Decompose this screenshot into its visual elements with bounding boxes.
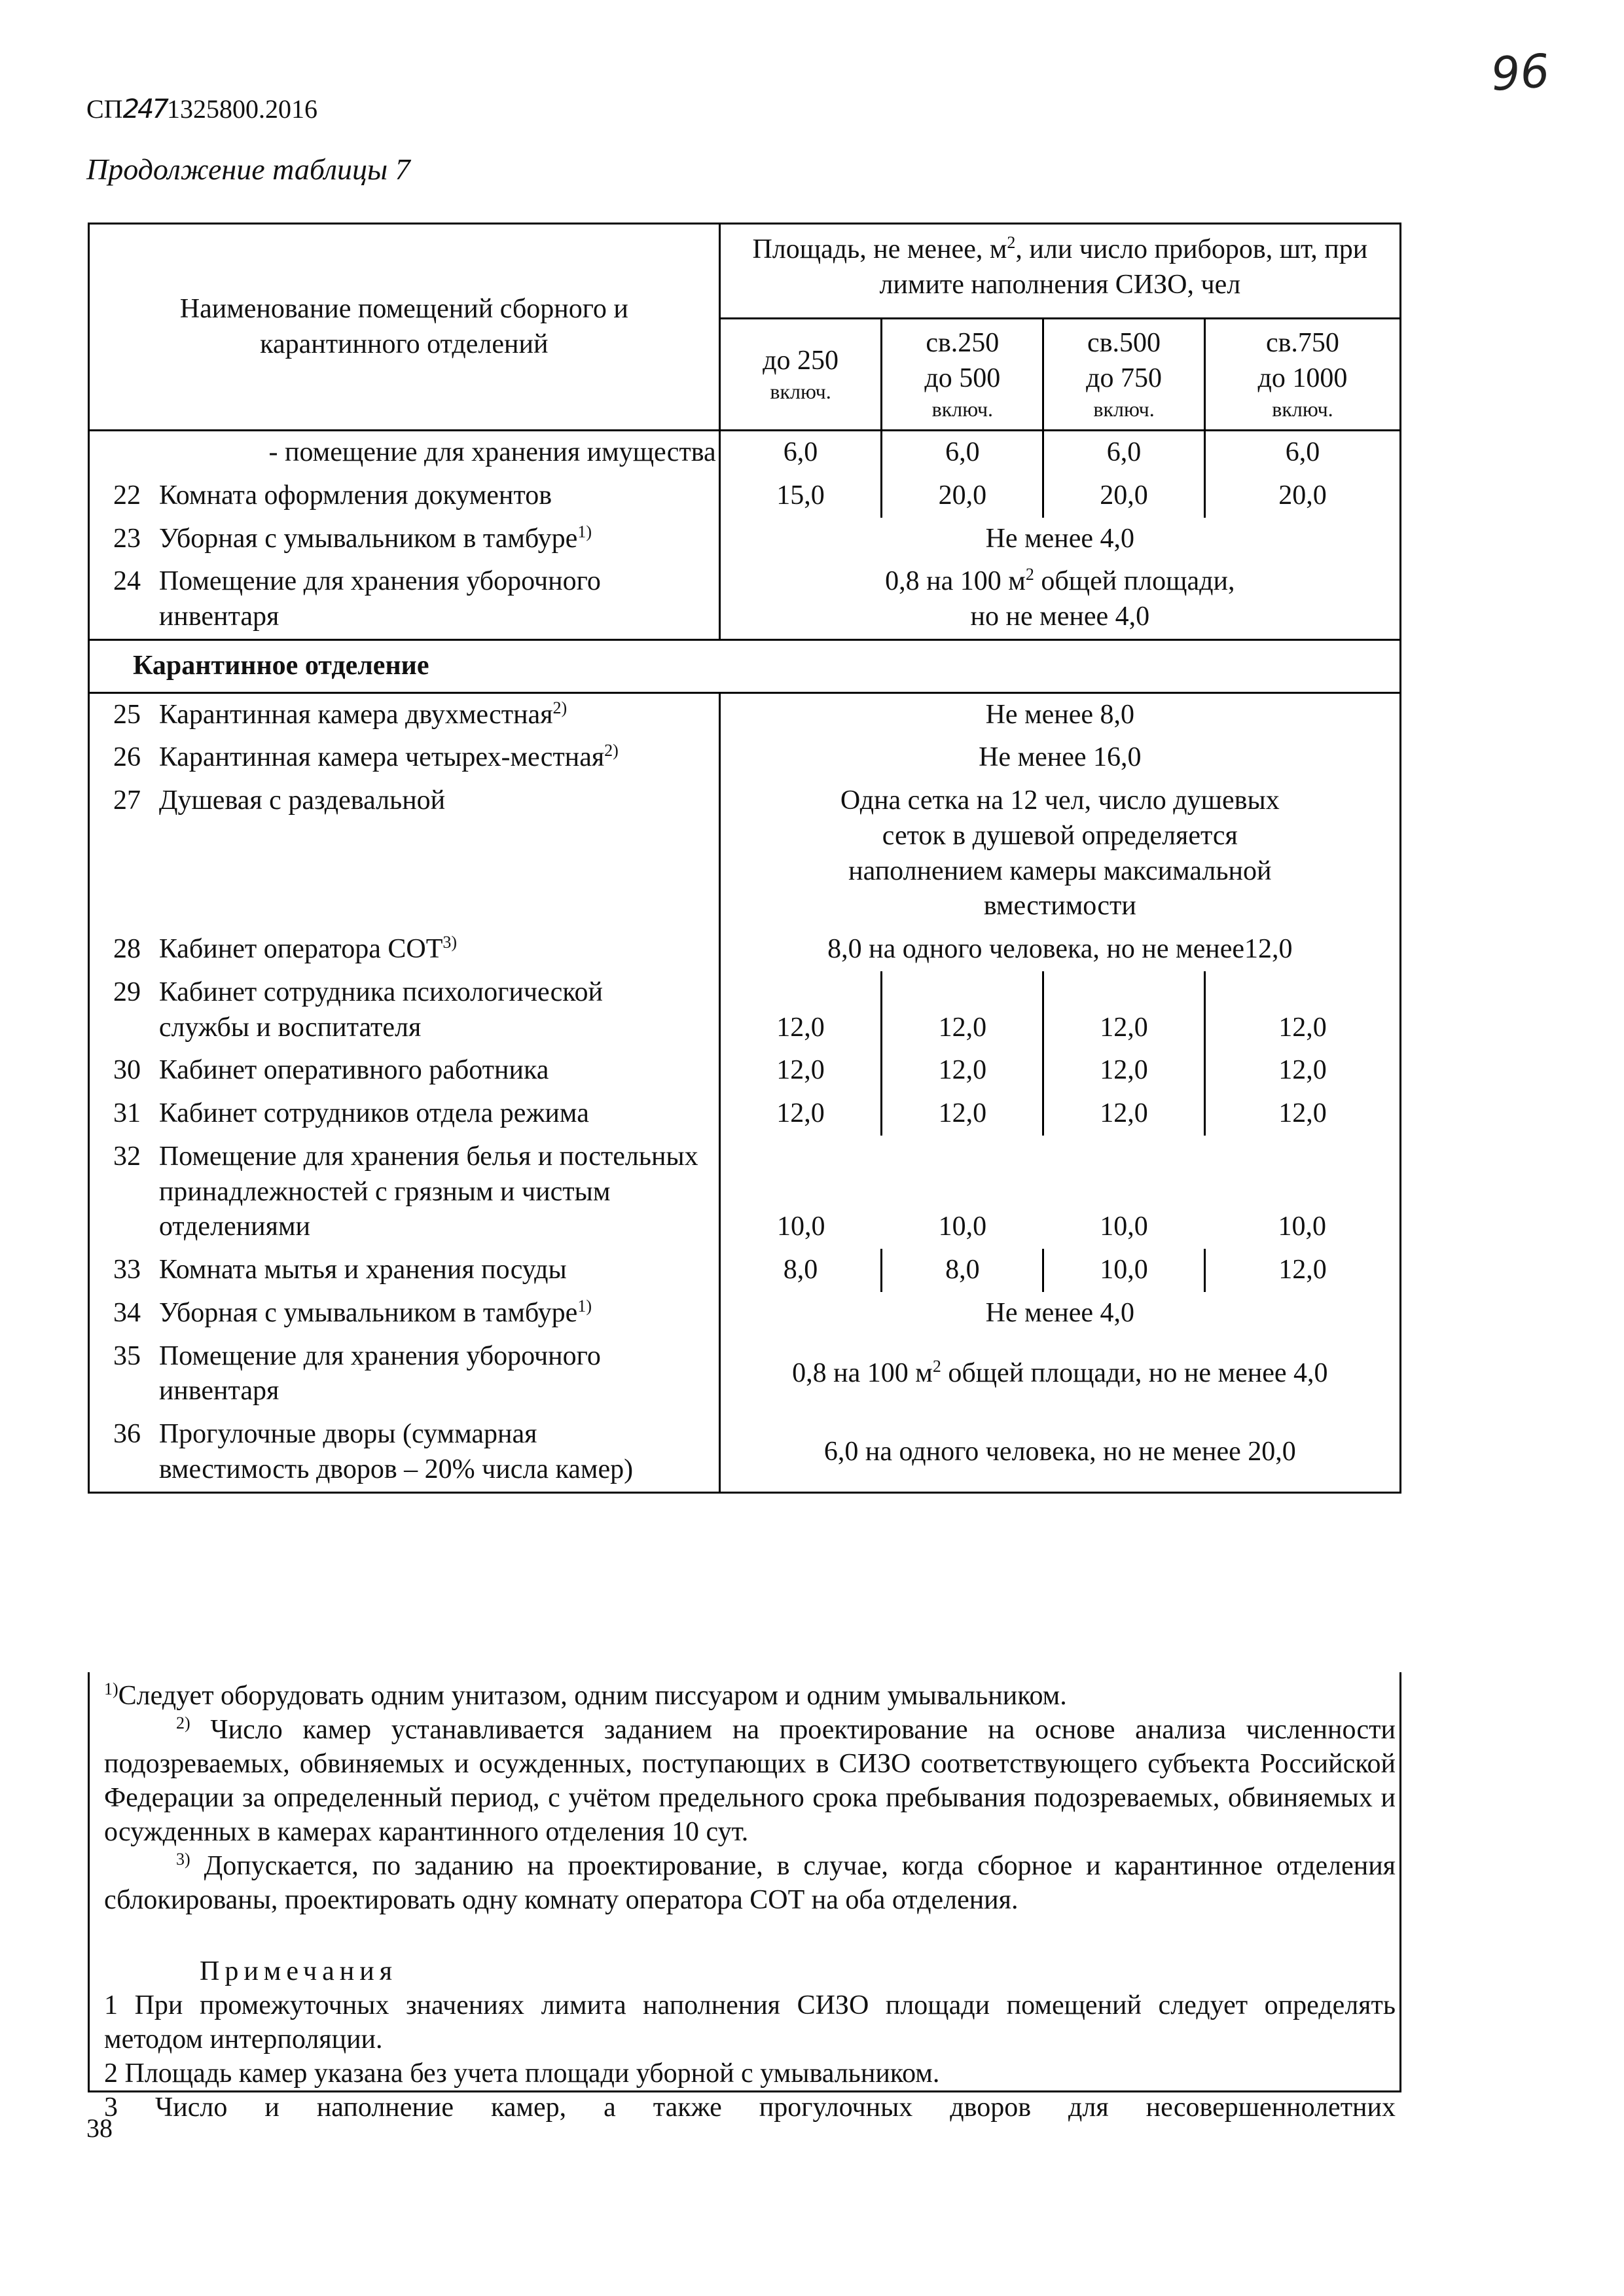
footnote-3	[104, 1849, 1396, 1917]
room-area-table	[88, 223, 1401, 1494]
row-name	[159, 1292, 719, 1335]
span-text-3: но не менее 4,0	[970, 601, 1150, 632]
row-name: Кабинет оперативного работника	[158, 1055, 549, 1086]
subcol-3	[1043, 319, 1205, 431]
row-number: 27	[89, 780, 159, 928]
row-number: 25	[89, 692, 159, 736]
span-value	[719, 560, 1400, 639]
value-cell: 6,0	[882, 431, 1043, 475]
value-cell: 6,0	[1204, 431, 1400, 475]
footnote-2	[104, 1713, 1396, 1849]
table-row	[89, 1249, 1401, 1292]
subcol-2	[882, 319, 1043, 431]
subcol-4	[1204, 319, 1400, 431]
row-number: 35	[89, 1335, 159, 1414]
row-name-text: Карантинная камера двухместная	[158, 699, 553, 730]
row-number: 28	[89, 928, 159, 971]
subcol-3-small: включ.	[1093, 397, 1155, 422]
value-cell: 6,0	[1043, 431, 1205, 475]
footnote-1	[104, 1672, 1396, 1713]
value-cell: 12,0	[1043, 1092, 1205, 1136]
footnote-ref: 2)	[552, 698, 568, 717]
row-number: 29	[89, 971, 159, 1050]
area-header-sup: 2	[1007, 233, 1016, 252]
row-number: 30	[89, 1049, 159, 1092]
footnote-ref: 1)	[577, 522, 592, 541]
row-name-text: Карантинная камера четырех-местная	[158, 742, 605, 773]
note-1: 1 При промежуточных значениях лимита наполнения СИЗО площади помещений следует определять методом интерполяции.	[104, 1990, 1396, 2054]
value-cell: 10,0	[1043, 1249, 1205, 1292]
span-value: Одна сетка на 12 чел, число душевых сеток в душевой определяется наполнением камеры максимальной вместимости	[719, 780, 1400, 928]
table-row	[89, 1136, 1401, 1249]
value-cell: 12,0	[882, 1049, 1043, 1092]
table-notes	[88, 1672, 1401, 2123]
footnote-ref: 2)	[604, 741, 619, 761]
row-number: 23	[89, 518, 159, 561]
span-value: Не менее 8,0	[719, 692, 1400, 736]
row-name: - помещение для хранения имущества	[268, 437, 716, 467]
row-name-text: Уборная с умывальником в тамбуре	[158, 1297, 578, 1328]
span-text: 0,8 на 100 м	[792, 1358, 933, 1389]
value-cell: 10,0	[1204, 1136, 1400, 1249]
table-row	[89, 518, 1401, 561]
row-name: Комната оформления документов	[158, 480, 552, 511]
span-value	[719, 1335, 1400, 1414]
page-number: 38	[86, 2113, 113, 2143]
row-name: Помещение для хранения уборочного инвентаря	[158, 1340, 601, 1407]
subcol-2-small: включ.	[931, 397, 994, 422]
value-cell: 12,0	[882, 1092, 1043, 1136]
value-cell: 20,0	[1204, 475, 1400, 518]
span-text: 0,8 на 100 м	[885, 566, 1026, 597]
span-sup: 2	[1025, 565, 1034, 584]
row-name: Душевая с раздевальной	[158, 785, 446, 816]
doc-code-handwritten: 247	[122, 94, 167, 124]
value-cell: 12,0	[1043, 1049, 1205, 1092]
subcol-3-line1: св.500	[1087, 327, 1161, 358]
row-number: 32	[89, 1136, 159, 1249]
document-code	[86, 94, 317, 124]
row-name	[159, 518, 719, 561]
row-name	[159, 692, 719, 736]
section-row	[89, 639, 1401, 692]
subcol-1-small: включ.	[770, 380, 831, 404]
row-name: Помещение для хранения уборочного инвентаря	[158, 566, 601, 632]
value-cell: 20,0	[882, 475, 1043, 518]
value-cell: 10,0	[719, 1136, 882, 1249]
footnote-ref: 3)	[442, 933, 458, 952]
row-number: 31	[89, 1092, 159, 1136]
section-title: Карантинное отделение	[89, 639, 1401, 692]
row-number: 36	[89, 1413, 159, 1492]
row-number: 34	[89, 1292, 159, 1335]
value-cell: 12,0	[882, 971, 1043, 1050]
span-text-2: общей площади, но не менее 4,0	[941, 1358, 1328, 1389]
value-cell: 12,0	[1204, 1049, 1400, 1092]
area-header	[719, 224, 1400, 319]
footnote-text: Число камер устанавливается заданием на проектирование на основе анализа численности подозреваемых, обвиняемых и осужденных, поступающих в СИЗО соответствующего субъекта Российской Федерации за определенный период, с учётом предельного срока пребывания подозреваемых, обвиняемых и осужденных в камерах карантинного отделения 10 сут.	[104, 1715, 1396, 1848]
span-value: 6,0 на одного человека, но не менее 20,0	[719, 1413, 1400, 1492]
value-cell: 15,0	[719, 475, 882, 518]
table-caption: Продолжение таблицы 7	[86, 152, 410, 186]
note-3: 3 Число и наполнение камер, а также прогулочных дворов для несовершеннолетних	[104, 2092, 1396, 2123]
table-row	[89, 1092, 1401, 1136]
footnote-mark: 3)	[176, 1850, 190, 1869]
value-cell: 6,0	[719, 431, 882, 475]
area-header-text: Площадь, не менее, м	[752, 234, 1007, 264]
footnote-text: Следует оборудовать одним унитазом, одним писсуаром и одним умывальником.	[118, 1681, 1067, 1711]
handwritten-page-number: 96	[1489, 43, 1551, 102]
subcol-4-line1: св.750	[1265, 327, 1339, 358]
footnote-ref: 1)	[577, 1296, 592, 1316]
subcol-4-small: включ.	[1272, 397, 1333, 422]
footnote-text: Допускается, по заданию на проектирование, в случае, когда сборное и карантинное отделения сблокированы, проектировать одну комнату оператора СОТ на оба отделения.	[104, 1851, 1396, 1916]
table-row	[89, 560, 1401, 639]
row-number: 22	[89, 475, 159, 518]
row-name	[159, 928, 719, 971]
notes-title: Примечания	[200, 1956, 398, 1986]
table-header-row	[89, 224, 1401, 319]
table-row	[89, 780, 1401, 928]
value-cell: 12,0	[719, 1092, 882, 1136]
value-cell: 12,0	[1204, 1249, 1400, 1292]
subcol-2-line2: до 500	[924, 363, 1001, 393]
value-cell: 8,0	[882, 1249, 1043, 1292]
row-name: Помещение для хранения белья и постельных принадлежностей с грязным и чистым отделениями	[158, 1141, 698, 1242]
subcol-3-line2: до 750	[1086, 363, 1162, 393]
table-row	[89, 1292, 1401, 1335]
note-2: 2 Площадь камер указана без учета площади уборной с умывальником.	[104, 2058, 940, 2089]
footnote-mark: 1)	[104, 1679, 118, 1698]
table-row	[89, 431, 1401, 475]
row-name: Кабинет сотрудников отдела режима	[158, 1098, 589, 1128]
row-number: 24	[89, 560, 159, 639]
span-value: 8,0 на одного человека, но не менее12,0	[719, 928, 1400, 971]
row-name-text: Уборная с умывальником в тамбуре	[158, 523, 578, 554]
table-row	[89, 475, 1401, 518]
table-row	[89, 971, 1401, 1050]
col-name-header: Наименование помещений сборного и карантинного отделений	[89, 224, 720, 431]
table-row	[89, 692, 1401, 736]
row-name: Комната мытья и хранения посуды	[158, 1255, 567, 1285]
table-row	[89, 928, 1401, 971]
doc-code-prefix: СП	[86, 94, 123, 124]
value-cell: 12,0	[1204, 971, 1400, 1050]
footnote-mark: 2)	[176, 1713, 190, 1733]
row-name-text: Кабинет оператора СОТ	[158, 934, 443, 964]
span-value: Не менее 4,0	[719, 1292, 1400, 1335]
row-name: Кабинет сотрудника психологической службы и воспитателя	[158, 977, 604, 1043]
value-cell: 12,0	[1043, 971, 1205, 1050]
row-name	[159, 736, 719, 780]
value-cell: 12,0	[719, 1049, 882, 1092]
span-text-2: общей площади,	[1034, 566, 1235, 597]
table-row	[89, 736, 1401, 780]
subcol-1-line1: до 250	[763, 345, 839, 376]
value-cell: 10,0	[938, 1211, 987, 1242]
subcol-4-line2: до 1000	[1257, 363, 1348, 393]
row-name: Прогулочные дворы (суммарная вместимость дворов – 20% числа камер)	[159, 1413, 719, 1492]
value-cell: 12,0	[1204, 1092, 1400, 1136]
subcol-2-line1: св.250	[926, 327, 1000, 358]
row-number	[89, 431, 159, 475]
span-value: Не менее 4,0	[719, 518, 1400, 561]
doc-code-suffix: 1325800.2016	[166, 94, 317, 124]
span-sup: 2	[932, 1357, 941, 1376]
value-cell: 10,0	[1100, 1211, 1148, 1242]
span-value: Не менее 16,0	[719, 736, 1400, 780]
table-row	[89, 1049, 1401, 1092]
row-number: 26	[89, 736, 159, 780]
table-row	[89, 1413, 1401, 1492]
area-header-text-2: , или число приборов, шт, при лимите наполнения СИЗО, чел	[879, 234, 1368, 300]
row-number: 33	[89, 1249, 159, 1292]
value-cell: 20,0	[1043, 475, 1205, 518]
value-cell: 8,0	[719, 1249, 882, 1292]
value-cell: 12,0	[719, 971, 882, 1050]
table-row	[89, 1335, 1401, 1414]
subcol-1	[719, 319, 882, 431]
